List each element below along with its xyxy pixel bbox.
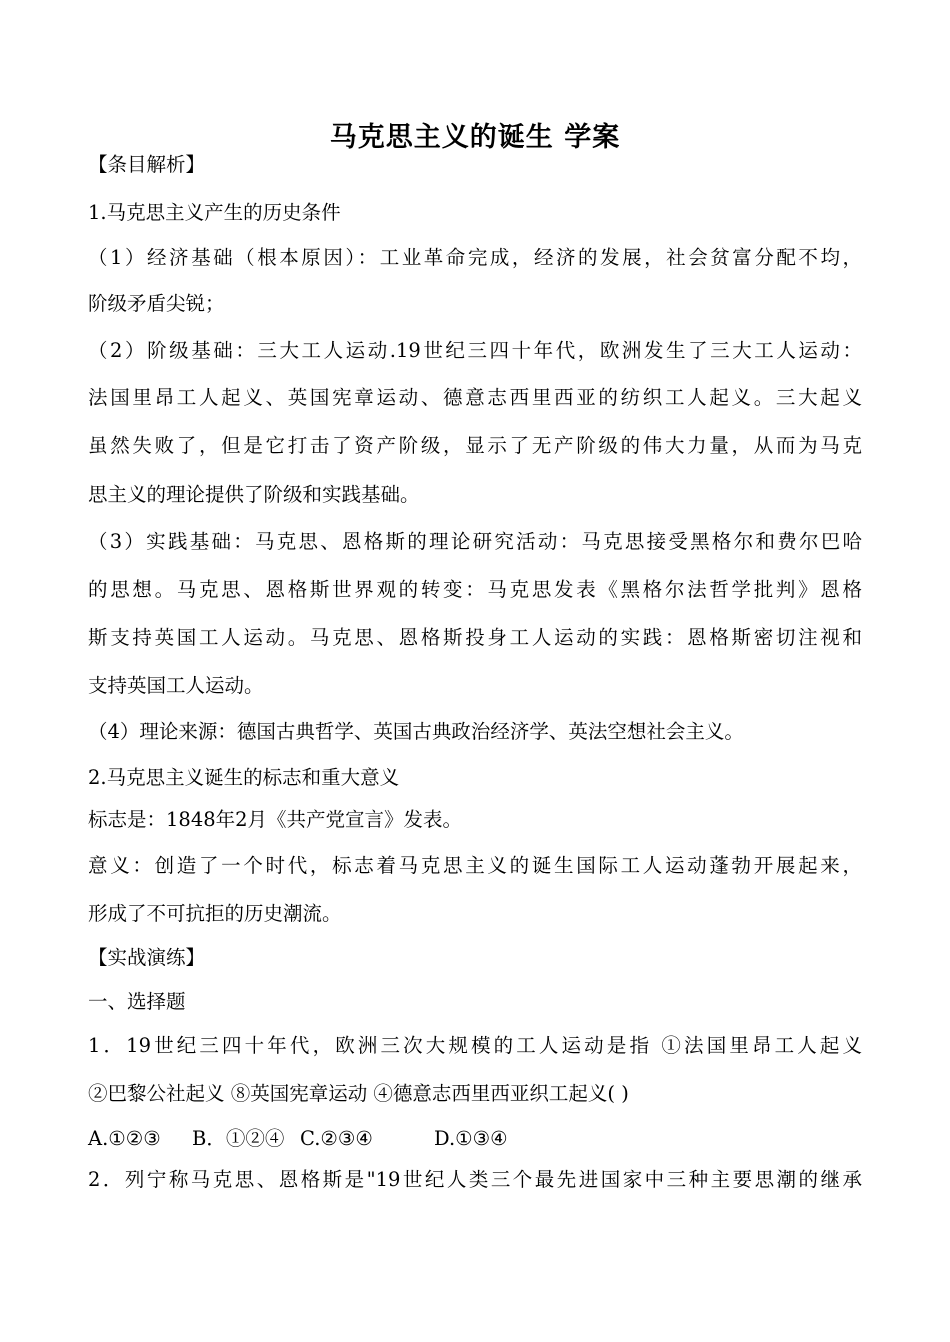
paragraph-class-basis-line3: 虽然失败了，但是它打击了资产阶级，显示了无产阶级的伟大力量，从而为马克 bbox=[88, 434, 862, 457]
option-a: A.①②③ bbox=[88, 1127, 161, 1150]
sign-line: 标志是：1848年2月《共产党宣言》发表。 bbox=[88, 808, 463, 831]
paragraph-practice-basis-line2: 的思想。马克思、恩格斯世界观的转变：马克思发表《黑格尔法哲学批判》恩格 bbox=[88, 578, 862, 601]
question2-line1: 2．列宁称马克思、恩格斯是"19世纪人类三个最先进国家中三种主要思潮的继承 bbox=[88, 1168, 862, 1191]
paragraph-economic-basis-line1: （1）经济基础（根本原因）：工业革命完成，经济的发展，社会贫富分配不均， bbox=[88, 246, 862, 269]
option-c: C.②③④ bbox=[300, 1127, 373, 1150]
paragraph-class-basis-line4: 思主义的理论提供了阶级和实践基础。 bbox=[88, 483, 420, 506]
section-heading-practice: 【实战演练】 bbox=[88, 946, 206, 969]
paragraph-class-basis-line2: 法国里昂工人起义、英国宪章运动、德意志西里西亚的纺织工人起义。三大起义 bbox=[88, 386, 862, 409]
item2-heading: 2.马克思主义诞生的标志和重大意义 bbox=[88, 766, 400, 789]
paragraph-theory-source: （4）理论来源：德国古典哲学、英国古典政治经济学、英法空想社会主义。 bbox=[88, 720, 744, 743]
question1-line1: 1．19世纪三四十年代，欧洲三次大规模的工人运动是指 ①法国里昂工人起义 bbox=[88, 1034, 862, 1057]
meaning-line2: 形成了不可抗拒的历史潮流。 bbox=[88, 902, 342, 925]
paragraph-practice-basis-line1: （3）实践基础：马克思、恩格斯的理论研究活动：马克思接受黑格尔和费尔巴哈 bbox=[88, 530, 862, 553]
item1-heading: 1.马克思主义产生的历史条件 bbox=[88, 201, 341, 224]
question1-options bbox=[88, 1125, 508, 1153]
paragraph-class-basis-line1: （2）阶级基础：三大工人运动.19世纪三四十年代，欧洲发生了三大工人运动： bbox=[88, 339, 862, 362]
question1-line2: ②巴黎公社起义 ⑧英国宪章运动 ④德意志西里西亚织工起义( ) bbox=[88, 1082, 629, 1105]
document-title: 马克思主义的诞生 学案 bbox=[329, 122, 621, 153]
meaning-line1: 意义：创造了一个时代，标志着马克思主义的诞生国际工人运动蓬勃开展起来， bbox=[88, 854, 862, 877]
part1-heading: 一、选择题 bbox=[88, 990, 186, 1013]
section-heading-analysis: 【条目解析】 bbox=[88, 153, 206, 176]
paragraph-economic-basis-line2: 阶级矛盾尖锐； bbox=[88, 292, 225, 315]
option-b: B．①②④ bbox=[192, 1127, 285, 1150]
paragraph-practice-basis-line4: 支持英国工人运动。 bbox=[88, 674, 264, 697]
option-d: D.①③④ bbox=[434, 1127, 508, 1150]
paragraph-practice-basis-line3: 斯支持英国工人运动。马克思、恩格斯投身工人运动的实践：恩格斯密切注视和 bbox=[88, 626, 862, 649]
